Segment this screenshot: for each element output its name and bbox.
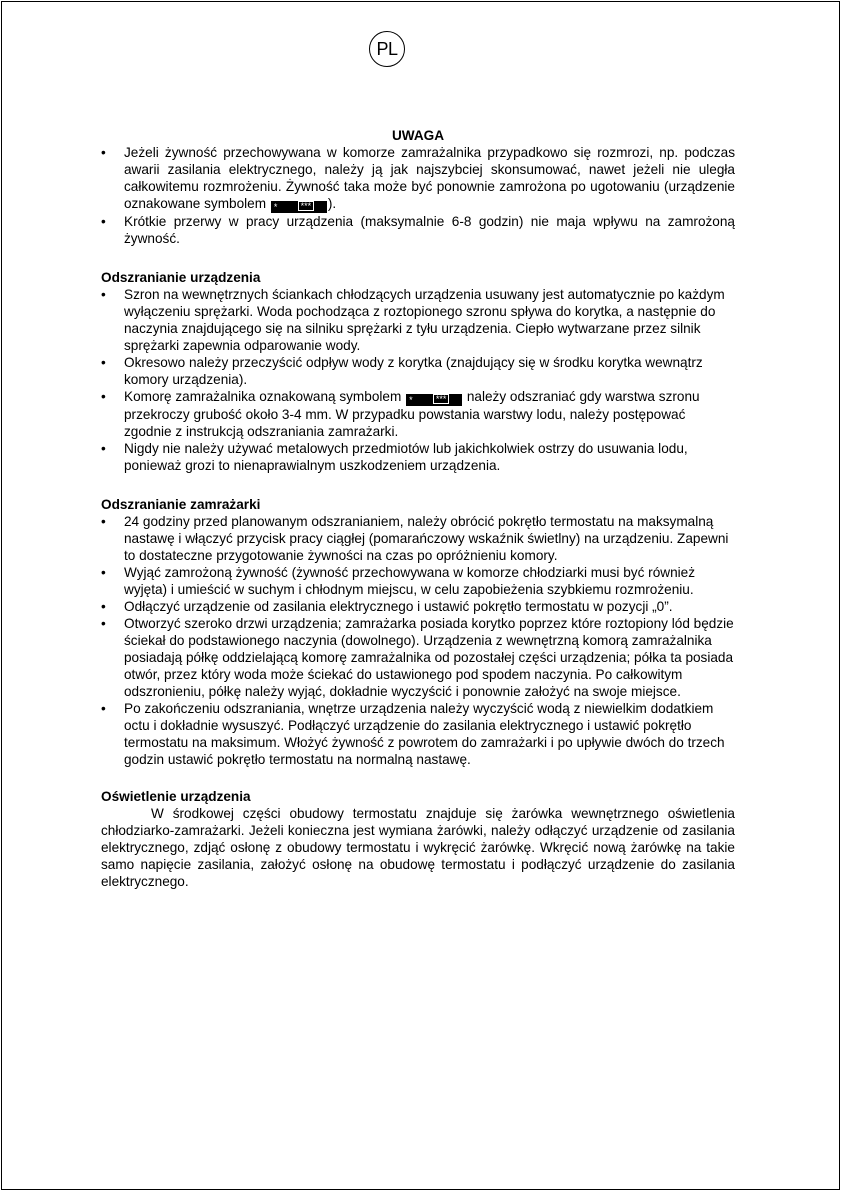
list-item: [101, 354, 735, 388]
list-item-text: Szron na wewnętrznych ściankach chłodzących urządzenia usuwany jest automatycznie po każdym wyłączeniu sprężarki. Woda pochodząca z roztopionego szronu spływa do korytka, a następnie do naczynia znajdującego się na silniku sprężarki z tyłu urządzenia. Ciepło wytwarzane przez silnik sprężarki zapewnia odparowanie wody.: [124, 287, 725, 353]
warning-list: [101, 144, 735, 247]
list-item-text: należy odszraniać gdy warstwa szronu przekroczy grubość około 3-4 mm. W przypadku powstania warstwy lodu, należy postępować zgodnie z instrukcją odszraniania zamrażarki.: [124, 389, 700, 439]
list-item: [101, 564, 735, 598]
defrost-appliance-list: [101, 286, 735, 474]
section-title-defrost-freezer: Odszranianie zamrażarki: [101, 497, 261, 512]
section-title-lighting: Oświetlenie urządzenia: [101, 789, 251, 804]
four-star-freezer-icon: [271, 201, 327, 213]
bullet-icon: •: [101, 389, 106, 404]
list-item-text: Okresowo należy przeczyścić odpływ wody z korytka (znajdujący się w środku korytka wewnątrz komory urządzenia).: [124, 355, 703, 387]
list-item-text: Po zakończeniu odszraniania, wnętrze urządzenia należy wyczyścić wodą z niewielkim dodatkiem octu i dokładnie wysuszyć. Podłączyć urządzenie do zasilania elektrycznego i ustawić pokrętło termostatu na maksimum. Włożyć żywność z powrotem do zamrażarki i po upływie dwóch do trzech godzin ustawić pokrętło termostatu na normalną nastawę.: [124, 701, 725, 767]
lighting-text: W środkowej części obudowy termostatu znajduje się żarówka wewnętrznego oświetlenia chłodziarko-zamrażarki. Jeżeli konieczna jest wymiana żarówki, należy odłączyć urządzenie od zasilania elektrycznego, zdjąć osłonę z obudowy termostatu i wykręcić żarówkę. Wkręcić nową żarówkę na takie samo napięcie zasilania, założyć osłonę na obudowę termostatu i podłączyć urządzenie do zasilania elektrycznego.: [101, 806, 735, 889]
bullet-icon: •: [101, 514, 106, 529]
warning-heading: UWAGA: [391, 128, 445, 143]
list-item-text: Jeżeli żywność przechowywana w komorze zamrażalnika przypadkowo się rozmrozi, np. podczas awarii zasilania elektrycznego, należy ją jak najszybciej skonsumować, nawet jeżeli nie uległa całkowitemu rozmrożeniu. Żywność taka może być ponownie zamrożona po ugotowaniu (urządzenie oznakowane symbolem: [124, 145, 735, 211]
list-item-text: Wyjąć zamrożoną żywność (żywność przechowywana w komorze chłodziarki musi być również wyjęta) i umieścić w suchym i chłodnym miejscu, w celu zapobieżenia szybkiemu rozmrożeniu.: [124, 565, 696, 597]
list-item-text: Otworzyć szeroko drzwi urządzenia; zamrażarka posiada korytko poprzez które roztopiony lód będzie ściekał do podstawionego naczynia (dowolnego). Urządzenia z wewnętrzną komorą zamrażalnika posiadają półkę oddzielającą komorę zamrażalnika od pozostałej części urządzenia; półka ta posiada otwór, przez który woda może ściekać do ustawionego pod spodem naczynia. Po całkowitym odszronieniu, półkę należy wyjąć, dokładnie wyczyścić i ponownie założyć na swoje miejsce.: [124, 616, 734, 699]
bullet-icon: •: [101, 616, 106, 631]
language-badge: PL: [369, 31, 405, 67]
list-item-text: 24 godziny przed planowanym odszranianiem, należy obrócić pokrętło termostatu na maksymalną nastawę i włączyć przycisk pracy ciągłej (pomarańczowy wskaźnik świetlny) na urządzeniu. Zapewni to dostateczne przygotowanie żywności na czas po opróżnieniu komory.: [124, 514, 729, 563]
spacer: [101, 768, 735, 788]
bullet-icon: •: [101, 701, 106, 716]
bullet-icon: •: [101, 599, 106, 614]
document-body: [101, 127, 735, 890]
single-star-icon: *: [273, 202, 278, 212]
triple-star-icon: ***: [433, 394, 450, 404]
lighting-paragraph: [101, 805, 735, 890]
section-title-defrost-appliance: Odszranianie urządzenia: [101, 270, 261, 285]
defrost-freezer-list: [101, 513, 735, 768]
list-item: [101, 513, 735, 564]
bullet-icon: •: [101, 145, 106, 160]
list-item: [101, 700, 735, 768]
list-item-text: Odłączyć urządzenie od zasilania elektrycznego i ustawić pokrętło termostatu w pozycji „0”.: [124, 599, 673, 614]
list-item-text: Komorę zamrażalnika oznakowaną symbolem: [124, 389, 402, 404]
list-item-text: Nigdy nie należy używać metalowych przedmiotów lub jakichkolwiek ostrzy do usuwania lodu, ponieważ grozi to nienaprawialnym uszkodzeniem urządzenia.: [124, 441, 688, 473]
list-item-text: ).: [327, 196, 337, 211]
list-item-text: Krótkie przerwy w pracy urządzenia (maksymalnie 6-8 godzin) nie maja wpływu na zamrożoną żywność.: [124, 214, 735, 246]
bullet-icon: •: [101, 214, 106, 229]
list-item: [101, 213, 735, 247]
spacer: [101, 474, 735, 496]
list-item: [101, 598, 735, 615]
bullet-icon: •: [101, 355, 106, 370]
bullet-icon: •: [101, 441, 106, 456]
list-item: [101, 286, 735, 354]
list-item: [101, 144, 735, 213]
triple-star-icon: ***: [298, 201, 315, 211]
bullet-icon: •: [101, 565, 106, 580]
bullet-icon: •: [101, 287, 106, 302]
four-star-freezer-icon: [406, 394, 462, 406]
list-item: [101, 440, 735, 474]
list-item: [101, 388, 735, 440]
spacer: [101, 247, 735, 269]
list-item: [101, 615, 735, 700]
single-star-icon: *: [409, 395, 413, 405]
